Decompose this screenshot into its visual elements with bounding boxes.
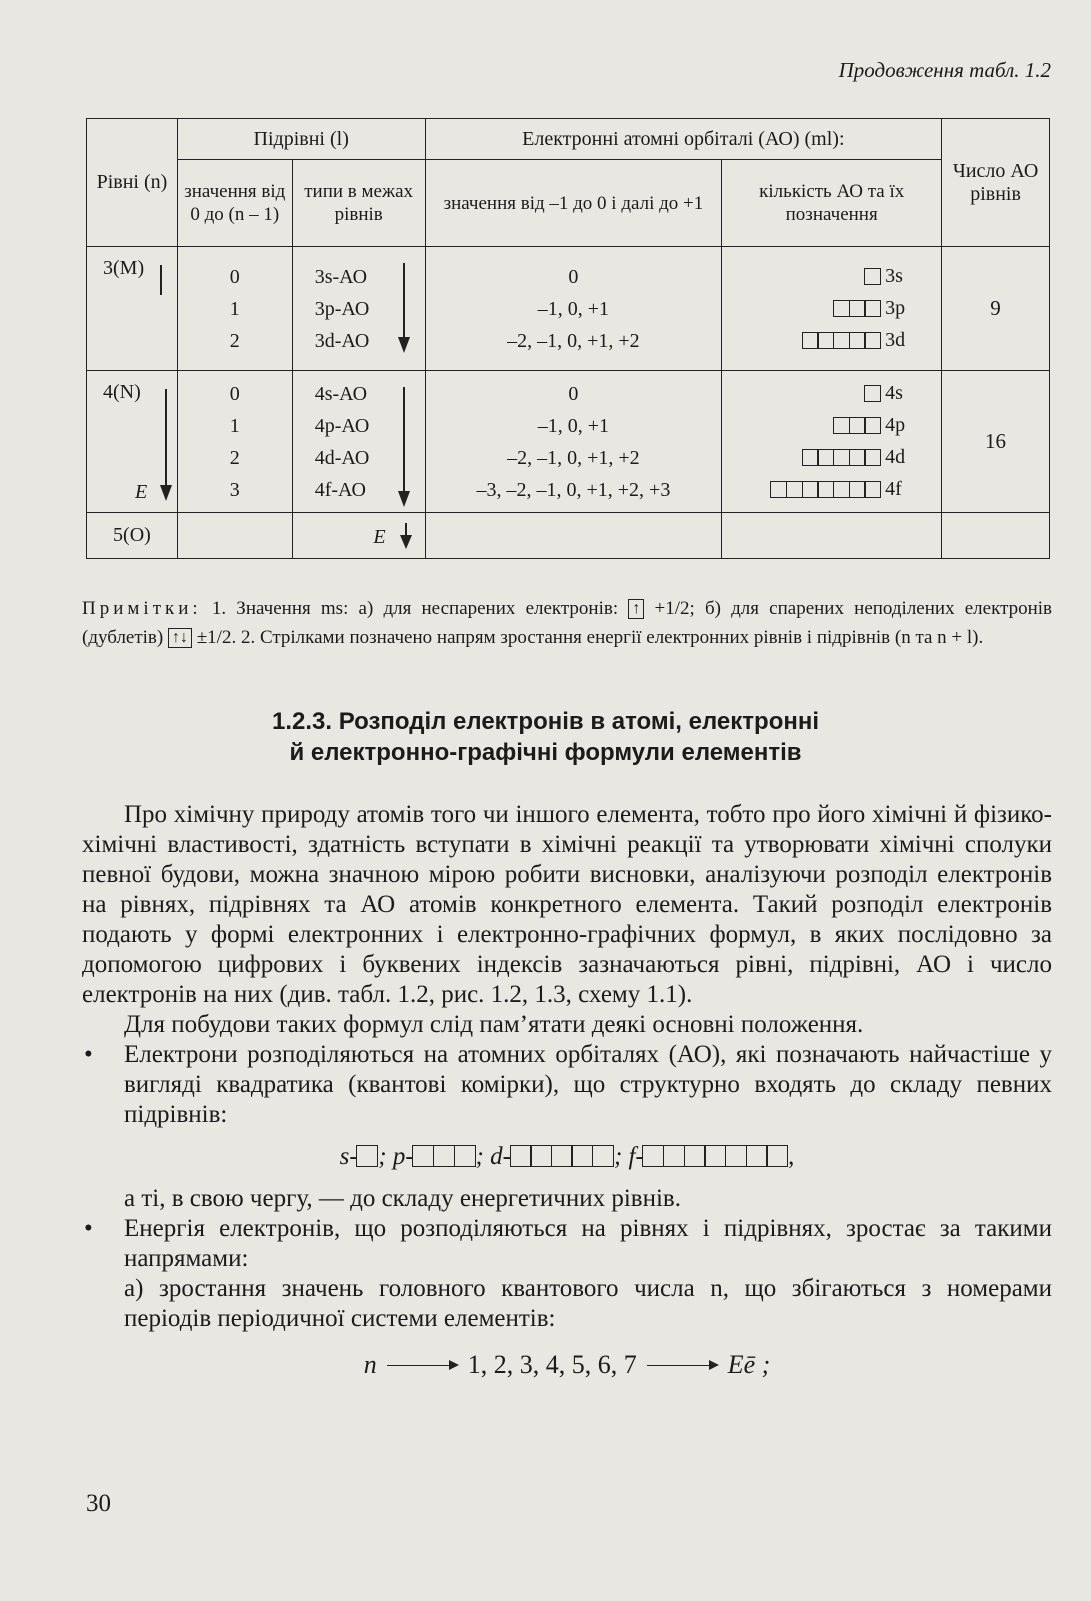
- ao-label: 3d: [885, 329, 906, 351]
- down-arrow-icon: [397, 263, 411, 353]
- ao-label: 4s: [885, 382, 903, 404]
- table-row: [87, 513, 1050, 559]
- ml-value: –1, 0, +1: [537, 297, 610, 320]
- l-value: 0: [229, 382, 240, 405]
- ml-value: –2, –1, 0, +1, +2: [507, 446, 640, 469]
- formula-label: ; d-: [475, 1143, 511, 1170]
- ao-label: 4p: [885, 414, 906, 436]
- ao-box-group: [722, 261, 941, 293]
- header-count: Число АО рівнів: [942, 119, 1050, 247]
- formula-label: ,: [788, 1143, 795, 1170]
- level-name: 3(M): [103, 257, 145, 279]
- l-values-cell: [177, 371, 292, 513]
- notes-label: Примітки:: [82, 598, 202, 619]
- page-number: 30: [86, 1490, 111, 1517]
- types-cell: [292, 247, 425, 371]
- ao-boxes-cell: [722, 371, 942, 513]
- orbital-type: 3p-АО: [314, 297, 370, 320]
- header-orbitals: Електронні атомні орбіталі (АО) (ml):: [425, 119, 942, 160]
- bullet-text: Електрони розподіляються на атомних орбіталях (АО), які позначають найчастіше у вигляді квадратика (квантові комірки), що структурно входять до складу певних підрівнів:: [124, 1041, 1052, 1128]
- l-value: 1: [229, 297, 240, 320]
- table-notes: [82, 594, 1052, 652]
- formula-energy: Eē ;: [727, 1350, 771, 1379]
- level-cell: [87, 247, 178, 371]
- energy-formula: [82, 1350, 1052, 1380]
- subshell-formula: [82, 1142, 1052, 1172]
- section-heading: [0, 706, 1091, 768]
- paragraph: Для побудови таких формул слід пам’ятати деякі основні положення.: [124, 1011, 864, 1038]
- l-value: 3: [229, 478, 240, 501]
- bullet-icon: •: [84, 1215, 93, 1242]
- l-values-cell: [177, 247, 292, 371]
- energy-label: E: [135, 481, 148, 503]
- types-cell: [292, 513, 425, 559]
- table-continuation-label: Продовження табл. 1.2: [838, 58, 1051, 82]
- body-text: [82, 800, 1052, 1380]
- ml-values-cell: [425, 247, 722, 371]
- level-name: 4(N): [103, 381, 141, 403]
- down-arrow-icon: [159, 389, 173, 501]
- header-types: типи в межах рівнів: [292, 160, 425, 247]
- orbital-type: 4p-АО: [314, 414, 370, 437]
- ao-label: 3p: [885, 297, 906, 319]
- header-ao-count: кількість АО та їх позначення: [722, 160, 942, 247]
- ao-box-group: [722, 325, 941, 357]
- notes-text: +1/2; б) для спарених неподілених електронів (дублетів): [82, 598, 1053, 648]
- ml-value: –3, –2, –1, 0, +1, +2, +3: [476, 478, 671, 501]
- l-value: 1: [229, 414, 240, 437]
- formula-label: s-: [339, 1143, 358, 1170]
- formula-n: n: [363, 1350, 377, 1379]
- level-cell: [87, 371, 178, 513]
- types-cell: [292, 371, 425, 513]
- header-l-values: значення від 0 до (n – 1): [177, 160, 292, 247]
- orbital-type: 3s-АО: [314, 265, 368, 288]
- notes-text: 1. Значення ms: а) для неспарених електронів:: [211, 598, 619, 619]
- ao-box-group: [722, 410, 941, 442]
- notes-text: ±1/2. 2. Стрілками позначено напрям зростання енергії електронних рівнів і підрівнів (n та n + l).: [196, 627, 984, 648]
- ao-box-group: [722, 293, 941, 325]
- table-row: [87, 371, 1050, 513]
- spin-up-box: ↑: [628, 599, 644, 619]
- ml-value: –1, 0, +1: [537, 414, 610, 437]
- spin-pair-box: ↑↓: [168, 628, 192, 648]
- ml-value: 0: [568, 265, 579, 288]
- list-item-a: а) зростання значень головного квантового числа n, що збігаються з номерами періодів періодичної системи елементів:: [124, 1275, 1052, 1332]
- level-cell: [87, 513, 178, 559]
- paragraph: Про хімічну природу атомів того чи іншого елемента, тобто про його хімічні й фізико-хімічні властивості, здатність вступати в хімічні реакції та утворювати хімічні сполуки певної будови, можна значною мірою робити висновки, аналізуючи розподіл електронів на рівнях, підрівнях та АО атомів конкретного елемента. Такий розподіл електронів подають у формі електронних і електронно-графічних формул, в яких послідовно за допомогою цифрових і буквених індексів зазначаються рівні, підрівні, АО і число електронів на них (див. табл. 1.2, рис. 1.2, 1.3, схему 1.1).: [82, 801, 1052, 1008]
- count-cell: 16: [942, 371, 1050, 513]
- ao-box-group: [722, 474, 941, 506]
- down-arrow-icon: [397, 387, 411, 507]
- header-sublevels: Підрівні (l): [177, 119, 425, 160]
- ao-label: 3s: [885, 265, 903, 287]
- bullet-item: [82, 1214, 1052, 1274]
- ao-box-group: [722, 442, 941, 474]
- l-value: 2: [229, 446, 240, 469]
- down-arrow-icon: [399, 523, 413, 549]
- formula-label: ; f-: [613, 1143, 644, 1170]
- level-name: 5(O): [113, 524, 151, 546]
- l-values-cell: [177, 513, 292, 559]
- formula-label: ; p-: [378, 1143, 414, 1170]
- bullet-text: Енергія електронів, що розподіляються на рівнях і підрівнях, зростає за такими напрямами:: [124, 1215, 1052, 1272]
- orbital-type: 4s-АО: [314, 382, 368, 405]
- right-arrow-icon: [647, 1365, 717, 1366]
- header-ml-values: значення від –1 до 0 і далі до +1: [425, 160, 722, 247]
- ao-box-group: [722, 378, 941, 410]
- orbital-type: 4f-АО: [314, 478, 366, 501]
- ml-value: –2, –1, 0, +1, +2: [507, 329, 640, 352]
- bullet-continuation: а ті, в свою чергу, — до складу енергетичних рівнів.: [124, 1185, 681, 1212]
- l-value: 2: [229, 329, 240, 352]
- bullet-item: [82, 1040, 1052, 1130]
- orbital-table: [86, 118, 1050, 559]
- header-levels: Рівні (n): [87, 119, 178, 247]
- heading-line: й електронно-графічні формули елементів: [289, 739, 802, 766]
- count-cell: 9: [942, 247, 1050, 371]
- ao-boxes-cell: [722, 513, 942, 559]
- energy-label: E: [373, 525, 386, 548]
- ml-value: 0: [568, 382, 579, 405]
- ml-values-cell: [425, 513, 722, 559]
- l-value: 0: [229, 265, 240, 288]
- vertical-line-icon: [159, 265, 163, 295]
- orbital-type: 3d-АО: [314, 329, 370, 352]
- ml-values-cell: [425, 371, 722, 513]
- right-arrow-icon: [387, 1365, 457, 1366]
- orbital-type: 4d-АО: [314, 446, 370, 469]
- table-row: [87, 247, 1050, 371]
- heading-line: 1.2.3. Розподіл електронів в атомі, електронні: [271, 708, 820, 735]
- ao-label: 4f: [885, 478, 902, 500]
- bullet-icon: •: [84, 1041, 93, 1068]
- ao-boxes-cell: [722, 247, 942, 371]
- count-cell: [942, 513, 1050, 559]
- ao-label: 4d: [885, 446, 906, 468]
- formula-values: 1, 2, 3, 4, 5, 6, 7: [467, 1350, 637, 1379]
